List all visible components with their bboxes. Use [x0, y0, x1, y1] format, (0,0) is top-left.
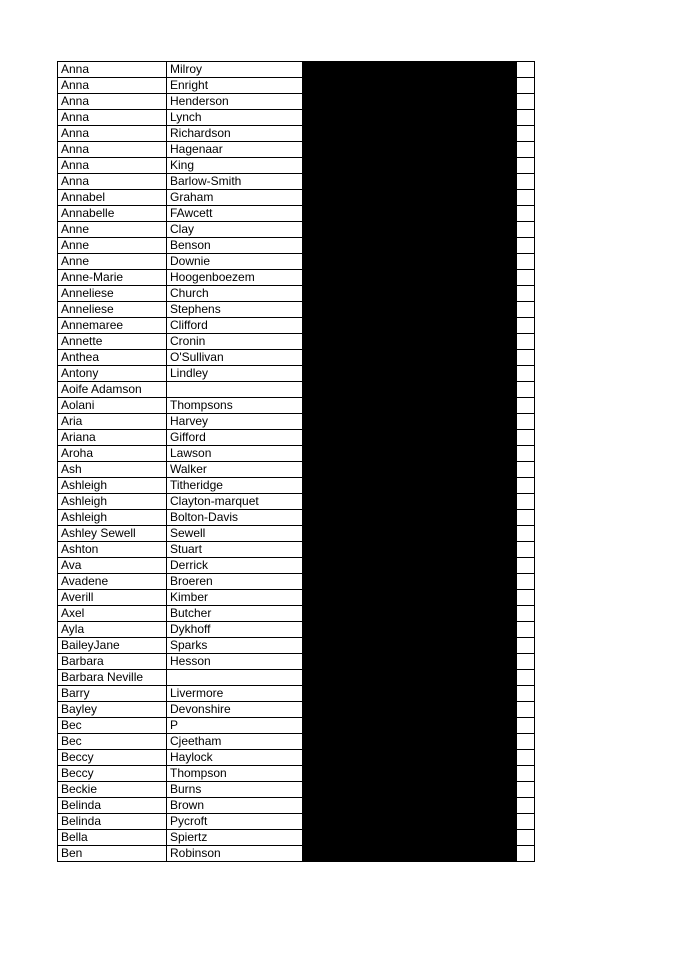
empty-cell — [517, 350, 535, 366]
redacted-cell — [303, 110, 517, 126]
first-name-cell: Aolani — [58, 398, 167, 414]
redacted-cell — [303, 462, 517, 478]
last-name-cell: Barlow-Smith — [167, 174, 303, 190]
redacted-cell — [303, 126, 517, 142]
empty-cell — [517, 286, 535, 302]
last-name-cell: Dykhoff — [167, 622, 303, 638]
empty-cell — [517, 318, 535, 334]
last-name-cell: Church — [167, 286, 303, 302]
last-name-cell: Walker — [167, 462, 303, 478]
empty-cell — [517, 414, 535, 430]
last-name-cell: P — [167, 718, 303, 734]
empty-cell — [517, 190, 535, 206]
table-row — [58, 574, 535, 590]
empty-cell — [517, 478, 535, 494]
empty-cell — [517, 206, 535, 222]
empty-cell — [517, 446, 535, 462]
table-row — [58, 190, 535, 206]
last-name-cell: Lynch — [167, 110, 303, 126]
first-name-cell: Averill — [58, 590, 167, 606]
table-row — [58, 542, 535, 558]
empty-cell — [517, 254, 535, 270]
empty-cell — [517, 782, 535, 798]
last-name-cell: Butcher — [167, 606, 303, 622]
last-name-cell: Cronin — [167, 334, 303, 350]
redacted-cell — [303, 606, 517, 622]
table-row — [58, 830, 535, 846]
empty-cell — [517, 574, 535, 590]
last-name-cell: Gifford — [167, 430, 303, 446]
last-name-cell: Clay — [167, 222, 303, 238]
redacted-cell — [303, 430, 517, 446]
redacted-cell — [303, 302, 517, 318]
redacted-cell — [303, 798, 517, 814]
empty-cell — [517, 702, 535, 718]
table-row — [58, 142, 535, 158]
table-row — [58, 638, 535, 654]
empty-cell — [517, 110, 535, 126]
first-name-cell: Beccy — [58, 766, 167, 782]
last-name-cell: Brown — [167, 798, 303, 814]
empty-cell — [517, 510, 535, 526]
redacted-cell — [303, 782, 517, 798]
last-name-cell: Pycroft — [167, 814, 303, 830]
name-table — [57, 61, 535, 862]
first-name-cell: Anna — [58, 142, 167, 158]
table-row — [58, 558, 535, 574]
empty-cell — [517, 638, 535, 654]
table-row — [58, 750, 535, 766]
first-name-cell: Annabel — [58, 190, 167, 206]
empty-cell — [517, 366, 535, 382]
last-name-cell: Henderson — [167, 94, 303, 110]
redacted-cell — [303, 334, 517, 350]
first-name-cell: Anneliese — [58, 286, 167, 302]
last-name-cell: Enright — [167, 78, 303, 94]
redacted-cell — [303, 526, 517, 542]
last-name-cell: Lindley — [167, 366, 303, 382]
empty-cell — [517, 94, 535, 110]
redacted-cell — [303, 222, 517, 238]
table-row — [58, 526, 535, 542]
last-name-cell: FAwcett — [167, 206, 303, 222]
last-name-cell: Burns — [167, 782, 303, 798]
last-name-cell: Clifford — [167, 318, 303, 334]
last-name-cell: Sewell — [167, 526, 303, 542]
first-name-cell: Ashley Sewell — [58, 526, 167, 542]
table-row — [58, 670, 535, 686]
empty-cell — [517, 670, 535, 686]
empty-cell — [517, 158, 535, 174]
table-row — [58, 766, 535, 782]
redacted-cell — [303, 286, 517, 302]
table-row — [58, 686, 535, 702]
table-row — [58, 734, 535, 750]
first-name-cell: Ayla — [58, 622, 167, 638]
redacted-cell — [303, 734, 517, 750]
table-row — [58, 414, 535, 430]
table-row — [58, 398, 535, 414]
empty-cell — [517, 270, 535, 286]
first-name-cell: Belinda — [58, 814, 167, 830]
empty-cell — [517, 494, 535, 510]
first-name-cell: Ashleigh — [58, 494, 167, 510]
last-name-cell: Milroy — [167, 62, 303, 78]
first-name-cell: Anne-Marie — [58, 270, 167, 286]
empty-cell — [517, 606, 535, 622]
redacted-cell — [303, 62, 517, 78]
redacted-cell — [303, 654, 517, 670]
first-name-cell: Bec — [58, 734, 167, 750]
redacted-cell — [303, 590, 517, 606]
empty-cell — [517, 542, 535, 558]
table-row — [58, 206, 535, 222]
redacted-cell — [303, 318, 517, 334]
first-name-cell: Anna — [58, 110, 167, 126]
first-name-cell: Anna — [58, 174, 167, 190]
first-name-cell: Anneliese — [58, 302, 167, 318]
table-row — [58, 302, 535, 318]
last-name-cell: Hoogenboezem — [167, 270, 303, 286]
empty-cell — [517, 126, 535, 142]
redacted-cell — [303, 158, 517, 174]
empty-cell — [517, 398, 535, 414]
first-name-cell: Bec — [58, 718, 167, 734]
redacted-cell — [303, 174, 517, 190]
redacted-cell — [303, 414, 517, 430]
first-name-cell: Aoife Adamson — [58, 382, 167, 398]
table-row — [58, 814, 535, 830]
table-row — [58, 382, 535, 398]
first-name-cell: Beckie — [58, 782, 167, 798]
last-name-cell: King — [167, 158, 303, 174]
first-name-cell: Anne — [58, 222, 167, 238]
redacted-cell — [303, 846, 517, 862]
table-row — [58, 94, 535, 110]
redacted-cell — [303, 94, 517, 110]
redacted-cell — [303, 510, 517, 526]
first-name-cell: Ava — [58, 558, 167, 574]
redacted-cell — [303, 542, 517, 558]
table-row — [58, 846, 535, 862]
last-name-cell: Thompsons — [167, 398, 303, 414]
last-name-cell: Haylock — [167, 750, 303, 766]
table-row — [58, 238, 535, 254]
empty-cell — [517, 814, 535, 830]
first-name-cell: Anthea — [58, 350, 167, 366]
last-name-cell: Devonshire — [167, 702, 303, 718]
table-row — [58, 286, 535, 302]
table-row — [58, 174, 535, 190]
table-row — [58, 366, 535, 382]
table-row — [58, 590, 535, 606]
table-row — [58, 254, 535, 270]
table-row — [58, 158, 535, 174]
redacted-cell — [303, 622, 517, 638]
first-name-cell: Anna — [58, 78, 167, 94]
redacted-cell — [303, 670, 517, 686]
table-row — [58, 718, 535, 734]
last-name-cell: Harvey — [167, 414, 303, 430]
last-name-cell: Downie — [167, 254, 303, 270]
first-name-cell: Avadene — [58, 574, 167, 590]
last-name-cell: Stuart — [167, 542, 303, 558]
table-row — [58, 430, 535, 446]
empty-cell — [517, 830, 535, 846]
redacted-cell — [303, 142, 517, 158]
first-name-cell: Axel — [58, 606, 167, 622]
empty-cell — [517, 686, 535, 702]
redacted-cell — [303, 206, 517, 222]
table-row — [58, 462, 535, 478]
last-name-cell — [167, 382, 303, 398]
first-name-cell: Anne — [58, 254, 167, 270]
last-name-cell: Sparks — [167, 638, 303, 654]
table-row — [58, 350, 535, 366]
empty-cell — [517, 174, 535, 190]
last-name-cell — [167, 670, 303, 686]
empty-cell — [517, 222, 535, 238]
last-name-cell: Titheridge — [167, 478, 303, 494]
first-name-cell: BaileyJane — [58, 638, 167, 654]
first-name-cell: Anna — [58, 126, 167, 142]
redacted-cell — [303, 830, 517, 846]
last-name-cell: Derrick — [167, 558, 303, 574]
redacted-cell — [303, 814, 517, 830]
first-name-cell: Barry — [58, 686, 167, 702]
empty-cell — [517, 462, 535, 478]
table-row — [58, 270, 535, 286]
table-row — [58, 606, 535, 622]
redacted-cell — [303, 270, 517, 286]
table-row — [58, 334, 535, 350]
redacted-cell — [303, 238, 517, 254]
first-name-cell: Ashton — [58, 542, 167, 558]
redacted-cell — [303, 558, 517, 574]
redacted-cell — [303, 574, 517, 590]
table-row — [58, 510, 535, 526]
redacted-cell — [303, 702, 517, 718]
last-name-cell: Hagenaar — [167, 142, 303, 158]
last-name-cell: Kimber — [167, 590, 303, 606]
empty-cell — [517, 382, 535, 398]
redacted-cell — [303, 718, 517, 734]
last-name-cell: Cjeetham — [167, 734, 303, 750]
empty-cell — [517, 750, 535, 766]
first-name-cell: Annemaree — [58, 318, 167, 334]
empty-cell — [517, 846, 535, 862]
last-name-cell: Richardson — [167, 126, 303, 142]
last-name-cell: Graham — [167, 190, 303, 206]
first-name-cell: Antony — [58, 366, 167, 382]
empty-cell — [517, 302, 535, 318]
first-name-cell: Annabelle — [58, 206, 167, 222]
table-row — [58, 654, 535, 670]
table-row — [58, 622, 535, 638]
empty-cell — [517, 430, 535, 446]
empty-cell — [517, 558, 535, 574]
last-name-cell: Livermore — [167, 686, 303, 702]
table-row — [58, 222, 535, 238]
redacted-cell — [303, 398, 517, 414]
table-row — [58, 702, 535, 718]
redacted-cell — [303, 254, 517, 270]
table-row — [58, 318, 535, 334]
redacted-cell — [303, 190, 517, 206]
empty-cell — [517, 62, 535, 78]
empty-cell — [517, 526, 535, 542]
redacted-cell — [303, 686, 517, 702]
table-row — [58, 110, 535, 126]
table-row — [58, 798, 535, 814]
last-name-cell: Lawson — [167, 446, 303, 462]
empty-cell — [517, 622, 535, 638]
first-name-cell: Anne — [58, 238, 167, 254]
empty-cell — [517, 734, 535, 750]
first-name-cell: Anna — [58, 158, 167, 174]
empty-cell — [517, 766, 535, 782]
redacted-cell — [303, 478, 517, 494]
empty-cell — [517, 590, 535, 606]
first-name-cell: Aroha — [58, 446, 167, 462]
redacted-cell — [303, 494, 517, 510]
first-name-cell: Bella — [58, 830, 167, 846]
table-row — [58, 446, 535, 462]
redacted-cell — [303, 766, 517, 782]
empty-cell — [517, 718, 535, 734]
first-name-cell: Ashleigh — [58, 478, 167, 494]
empty-cell — [517, 654, 535, 670]
last-name-cell: Benson — [167, 238, 303, 254]
first-name-cell: Annette — [58, 334, 167, 350]
empty-cell — [517, 78, 535, 94]
last-name-cell: Stephens — [167, 302, 303, 318]
table-row — [58, 78, 535, 94]
first-name-cell: Belinda — [58, 798, 167, 814]
last-name-cell: Robinson — [167, 846, 303, 862]
table-row — [58, 494, 535, 510]
redacted-cell — [303, 750, 517, 766]
last-name-cell: Clayton-marquet — [167, 494, 303, 510]
name-list-sheet — [57, 61, 534, 862]
redacted-cell — [303, 78, 517, 94]
table-row — [58, 62, 535, 78]
last-name-cell: Thompson — [167, 766, 303, 782]
first-name-cell: Anna — [58, 62, 167, 78]
first-name-cell: Anna — [58, 94, 167, 110]
empty-cell — [517, 142, 535, 158]
last-name-cell: Broeren — [167, 574, 303, 590]
redacted-cell — [303, 638, 517, 654]
first-name-cell: Ashleigh — [58, 510, 167, 526]
first-name-cell: Aria — [58, 414, 167, 430]
name-table-body — [58, 62, 535, 862]
first-name-cell: Barbara Neville — [58, 670, 167, 686]
redacted-cell — [303, 382, 517, 398]
redacted-cell — [303, 366, 517, 382]
last-name-cell: Spiertz — [167, 830, 303, 846]
table-row — [58, 478, 535, 494]
first-name-cell: Ash — [58, 462, 167, 478]
first-name-cell: Beccy — [58, 750, 167, 766]
last-name-cell: O'Sullivan — [167, 350, 303, 366]
first-name-cell: Bayley — [58, 702, 167, 718]
first-name-cell: Barbara — [58, 654, 167, 670]
empty-cell — [517, 334, 535, 350]
redacted-cell — [303, 350, 517, 366]
first-name-cell: Ariana — [58, 430, 167, 446]
last-name-cell: Bolton-Davis — [167, 510, 303, 526]
empty-cell — [517, 798, 535, 814]
last-name-cell: Hesson — [167, 654, 303, 670]
first-name-cell: Ben — [58, 846, 167, 862]
table-row — [58, 126, 535, 142]
empty-cell — [517, 238, 535, 254]
redacted-cell — [303, 446, 517, 462]
table-row — [58, 782, 535, 798]
